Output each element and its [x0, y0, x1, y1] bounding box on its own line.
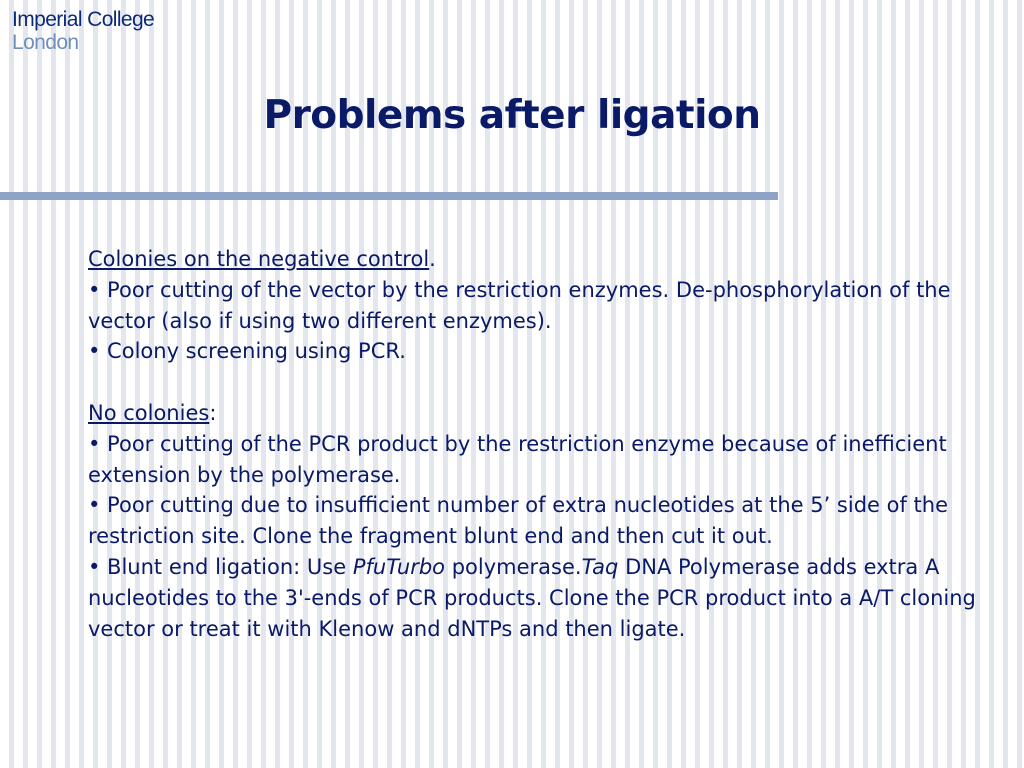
bullet-middle: polymerase. [445, 554, 582, 579]
title-divider-bar [0, 192, 778, 200]
imperial-college-logo [12, 8, 154, 54]
bullet-suffix: DNA Polymerase adds extra A nucleotides to the 3'-ends of PCR products. Clone the PCR product into a A/T cloning vector or treat it with Klenow and dNTPs and then ligate. [88, 554, 976, 641]
section-heading-text: No colonies [88, 400, 210, 425]
polymerase-name-pfuturbo: PfuTurbo [352, 554, 446, 579]
bullet-item: • Poor cutting of the vector by the restriction enzymes. De-phosphorylation of the vector (also if using two different enzymes). [88, 277, 951, 333]
section-heading-text: Colonies on the negative control [88, 247, 430, 271]
paragraph-spacer [88, 367, 998, 398]
slide-title: Problems after ligation [263, 93, 761, 138]
logo-line-1: Imperial College [12, 8, 155, 31]
bullet-prefix: • Blunt end ligation: Use [88, 554, 353, 579]
bullet-item: • Colony screening using PCR. [88, 339, 406, 364]
bullet-item: • Poor cutting due to insufficient number of extra nucleotides at the 5’ side of the restriction site. Clone the fragment blunt end and then cut it out. [88, 493, 949, 549]
polymerase-name-taq: Taq [581, 554, 619, 579]
bullet-item-blunt-end [88, 552, 998, 644]
section-heading-no-colonies [88, 398, 998, 429]
section-heading-punct: : [209, 400, 217, 425]
bullet-item: • Poor cutting of the PCR product by the restriction enzyme because of inefficient extension by the polymerase. [88, 431, 947, 487]
slide-body [88, 244, 998, 644]
logo-line-2: London [12, 31, 79, 54]
section-heading-punct: . [429, 247, 436, 271]
section-heading-negative-control [88, 244, 998, 275]
